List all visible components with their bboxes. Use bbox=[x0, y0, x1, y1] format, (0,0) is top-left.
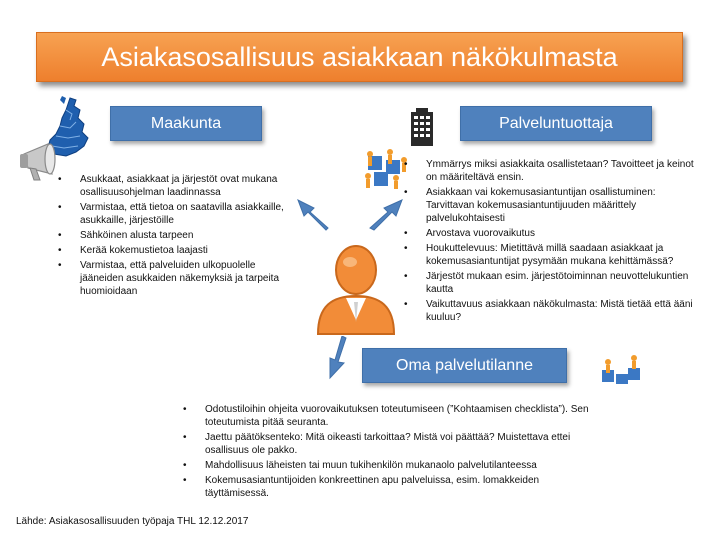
list-item: • Vaikuttavuus asiakkaan näkökulmasta: Mistä tietää että ääni kuuluu? bbox=[404, 298, 704, 324]
list-item: • Houkuttelevuus: Mietittävä millä saadaan asiakkaat ja kokemusasiantuntijat pysymään mukana kehittämässä? bbox=[404, 242, 704, 268]
arrow-to-palveluntuottaja bbox=[366, 196, 404, 232]
list-item: • Varmistaa, että tietoa on saatavilla asiakkaille, asukkaille, järjestöille bbox=[58, 201, 290, 227]
arrow-to-oma bbox=[326, 336, 352, 380]
list-item: • Jaettu päätöksenteko: Mitä oikeasti tarkoittaa? Mistä voi päättää? Muistettava ettei osallisuus ole pakko. bbox=[183, 431, 603, 457]
list-item: • Järjestöt mukaan esim. järjestötoiminnan neuvottelukuntien kautta bbox=[404, 270, 704, 296]
list-item: • Asukkaat, asiakkaat ja järjestöt ovat mukana osallisuusohjelman laadinnassa bbox=[58, 173, 290, 199]
list-item: • Mahdollisuus läheisten tai muun tukihenkilön mukanaolo palvelutilanteessa bbox=[183, 459, 603, 472]
label-oma-palvelutilanne: Oma palvelutilanne bbox=[362, 348, 567, 383]
source-note: Lähde: Asiakasosallisuuden työpaja THL 12.12.2017 bbox=[16, 516, 249, 527]
building-icon bbox=[410, 108, 434, 146]
small-puzzle-team-icon bbox=[598, 352, 644, 388]
list-item: • Ymmärrys miksi asiakkaita osallistetaan? Tavoitteet ja keinot on määriteltävä ensin. bbox=[404, 158, 704, 184]
maakunta-list bbox=[58, 173, 290, 300]
palveluntuottaja-list bbox=[404, 158, 704, 326]
list-item: • Kokemusasiantuntijoiden konkreettinen apu palveluissa, esim. lomakkeiden täyttämisessä. bbox=[183, 474, 603, 500]
label-palveluntuottaja: Palveluntuottaja bbox=[460, 106, 652, 141]
list-item: • Arvostava vuorovaikutus bbox=[404, 227, 704, 240]
list-item: • Odotustiloihin ohjeita vuorovaikutuksen toteutumiseen (”Kohtaamisen checklista”). Sen toteutumista pitää seuranta. bbox=[183, 403, 603, 429]
list-item: • Asiakkaan vai kokemusasiantuntijan osallistuminen: Tarvittavan kokemusasiantuntijuuden määrittely palvelukohtaisesti bbox=[404, 186, 704, 225]
list-item: • Kerää kokemustietoa laajasti bbox=[58, 244, 290, 257]
page-title: Asiakasosallisuus asiakkaan näkökulmasta bbox=[36, 32, 683, 82]
list-item: • Varmistaa, että palveluiden ulkopuolelle jääneiden asukkaiden näkemyksiä ja tarpeita huomioidaan bbox=[58, 259, 290, 298]
arrow-to-maakunta bbox=[296, 196, 334, 232]
label-maakunta: Maakunta bbox=[110, 106, 262, 141]
oma-palvelutilanne-list bbox=[183, 403, 603, 502]
person-icon bbox=[314, 240, 398, 338]
list-item: • Sähköinen alusta tarpeen bbox=[58, 229, 290, 242]
